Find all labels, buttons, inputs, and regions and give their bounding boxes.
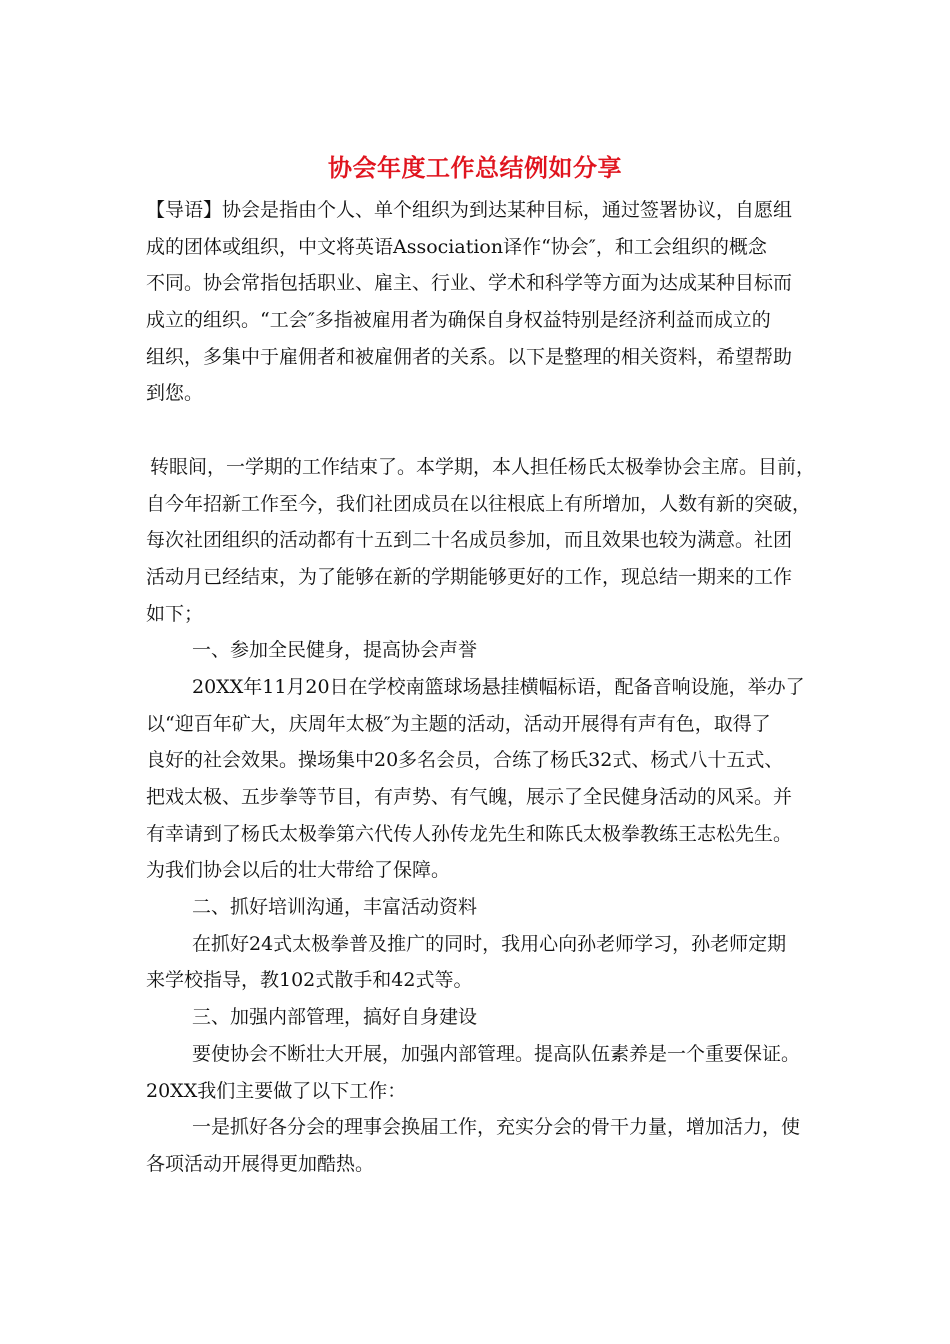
document-title: 协会年度工作总结例如分享 bbox=[328, 153, 622, 182]
paragraph-line: 转眼间，一学期的工作结束了。本学期，本人担任杨氏太极拳协会主席。目前， bbox=[150, 455, 816, 478]
paragraph-line: 一是抓好各分会的理事会换届工作，充实分会的骨干力量，增加活力，使 bbox=[192, 1116, 801, 1139]
paragraph-line: 如下； bbox=[146, 602, 204, 625]
paragraph-line: 在抓好24式太极拳普及推广的同时，我用心向孙老师学习，孙老师定期 bbox=[192, 932, 787, 955]
paragraph-line: 20XX我们主要做了以下工作： bbox=[146, 1079, 407, 1102]
paragraph-line: 活动月已经结束，为了能够在新的学期能够更好的工作，现总结一期来的工作 bbox=[146, 565, 793, 588]
intro-line: 【导语】协会是指由个人、单个组织为到达某种目标，通过签署协议，自愿组 bbox=[146, 199, 793, 221]
paragraph-line: 把戏太极、五步拳等节目，有声势、有气魄，展示了全民健身活动的风采。并 bbox=[146, 786, 793, 808]
paragraph-line: 良好的社会效果。操场集中20多名会员，合练了杨氏32式、杨式八十五式、 bbox=[146, 749, 784, 772]
paragraph-line: 20XX年11月20日在学校南篮球场悬挂横幅标语，配备音响设施，举办了 bbox=[192, 675, 805, 698]
intro-line: 成立的组织。“工会″多指被雇用者为确保自身权益特别是经济利益而成立的 bbox=[146, 309, 771, 332]
section-heading: 一、参加全民健身，提高协会声誉 bbox=[192, 639, 478, 662]
document-body bbox=[146, 192, 826, 1183]
paragraph-line: 有幸请到了杨氏太极拳第六代传人孙传龙先生和陈氏太极拳教练王志松先生。 bbox=[146, 822, 793, 845]
paragraph-gap bbox=[146, 412, 826, 449]
paragraph-line: 要使协会不断壮大开展，加强内部管理。提高队伍素养是一个重要保证。 bbox=[192, 1042, 801, 1065]
paragraph-line: 各项活动开展得更加酷热。 bbox=[146, 1152, 375, 1175]
intro-line: 到您。 bbox=[146, 382, 204, 405]
intro-line: 成的团体或组织，中文将英语Association译作“协会″，和工会组织的概念 bbox=[146, 235, 767, 258]
paragraph-line: 每次社团组织的活动都有十五到二十名成员参加，而且效果也较为满意。社团 bbox=[146, 529, 793, 552]
intro-line: 组织，多集中于雇佣者和被雇佣者的关系。以下是整理的相关资料，希望帮助 bbox=[146, 345, 793, 368]
paragraph-line: 以“迎百年矿大，庆周年太极″为主题的活动，活动开展得有声有色，取得了 bbox=[146, 712, 771, 735]
intro-line: 不同。协会常指包括职业、雇主、行业、学术和科学等方面为达成某种目标而 bbox=[146, 272, 793, 295]
section-heading: 二、抓好培训沟通，丰富活动资料 bbox=[192, 896, 478, 919]
paragraph-line: 为我们协会以后的壮大带给了保障。 bbox=[146, 859, 451, 882]
section-heading: 三、加强内部管理，搞好自身建设 bbox=[192, 1006, 478, 1029]
paragraph-line: 来学校指导，教102式散手和42式等。 bbox=[146, 969, 473, 992]
paragraph-line: 自今年招新工作至今，我们社团成员在以往根底上有所增加，人数有新的突破， bbox=[146, 492, 812, 515]
